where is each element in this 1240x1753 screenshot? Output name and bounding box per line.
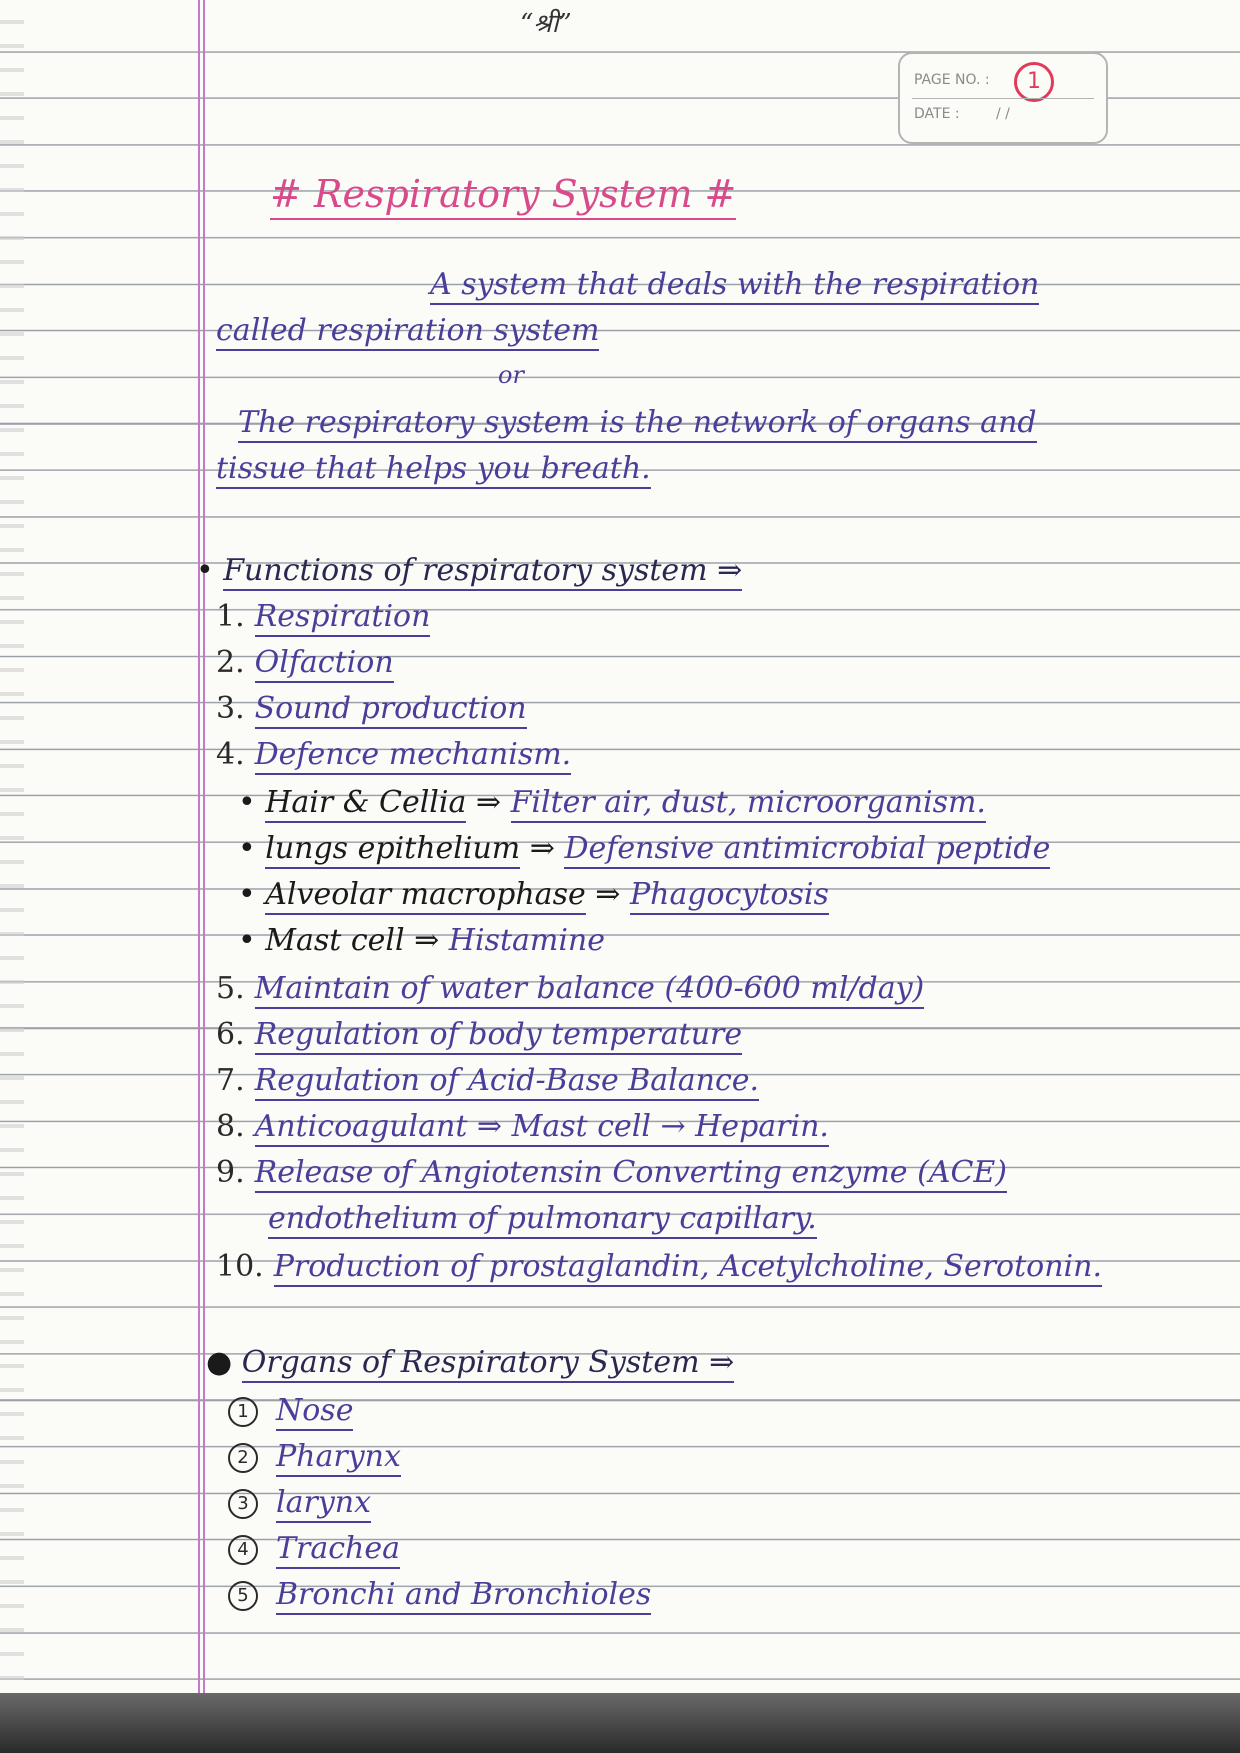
list-item: 4. Defence mechanism. [216, 732, 571, 778]
page-edge [0, 0, 24, 1693]
list-item: 1. Respiration [216, 594, 430, 640]
intro-or: or [498, 361, 524, 389]
intro-line: tissue that helps you breath. [216, 446, 651, 492]
defence-item: • Mast cell ⇒ Histamine [238, 923, 606, 958]
page-number: 1 [1014, 62, 1054, 102]
intro-line: called respiration system [216, 308, 599, 354]
organs-heading: ● Organs of Respiratory System ⇒ [206, 1340, 734, 1386]
list-item: 3. Sound production [216, 686, 527, 732]
intro-line: The respiratory system is the network of organs and [238, 400, 1037, 446]
list-item: 9. Release of Angiotensin Converting enzyme (ACE) [216, 1150, 1007, 1196]
date-label: DATE : [914, 106, 960, 122]
page-box-divider [912, 98, 1094, 99]
organ-item: 5 Bronchi and Bronchioles [228, 1572, 651, 1618]
page-no-label: PAGE NO. : [914, 72, 990, 88]
list-item: 6. Regulation of body temperature [216, 1012, 742, 1058]
organ-item: 4 Trachea [228, 1526, 400, 1572]
organ-item: 3 larynx [228, 1480, 371, 1526]
list-item: 7. Regulation of Acid-Base Balance. [216, 1058, 759, 1104]
organ-item: 2 Pharynx [228, 1434, 401, 1480]
top-mark: “श्री” [520, 9, 572, 39]
functions-heading: • Functions of respiratory system ⇒ [196, 548, 742, 594]
defence-item: • lungs epithelium ⇒ Defensive antimicrobial peptide [238, 826, 1050, 872]
page-title: # Respiratory System # [270, 172, 736, 216]
list-item: 8. Anticoagulant ⇒ Mast cell → Heparin. [216, 1104, 829, 1150]
defence-item: • Alveolar macrophase ⇒ Phagocytosis [238, 872, 829, 918]
date-value: / / [996, 106, 1010, 122]
defence-item: • Hair & Cellia ⇒ Filter air, dust, microorganism. [238, 780, 986, 826]
list-item: 10. Production of prostaglandin, Acetylcholine, Serotonin. [216, 1244, 1102, 1290]
organ-item: 1 Nose [228, 1388, 353, 1434]
list-item: 2. Olfaction [216, 640, 394, 686]
intro-line: A system that deals with the respiration [430, 262, 1039, 308]
list-item: 5. Maintain of water balance (400-600 ml/day) [216, 966, 924, 1012]
margin-line [203, 0, 205, 1713]
page-number-box [898, 52, 1108, 144]
list-item-continuation: endothelium of pulmonary capillary. [268, 1196, 817, 1242]
scan-bottom-edge [0, 1693, 1240, 1753]
margin-line [198, 0, 200, 1713]
